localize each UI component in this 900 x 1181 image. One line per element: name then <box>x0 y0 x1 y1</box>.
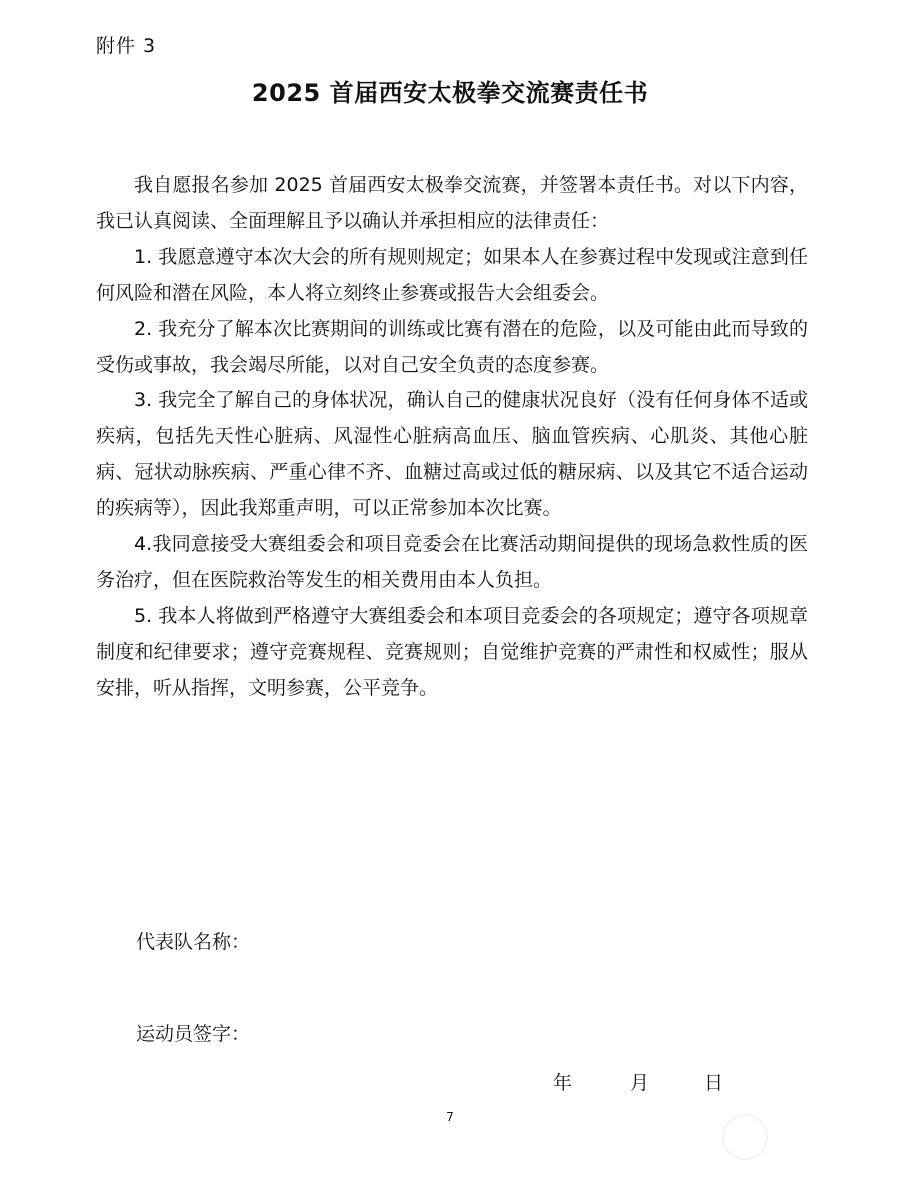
clause-1: 1. 我愿意遵守本次大会的所有规则规定；如果本人在参赛过程中发现或注意到任何风险和潜在风险，本人将立刻终止参赛或报告大会组委会。 <box>96 245 808 304</box>
date-day-label: 日 <box>704 1072 724 1094</box>
document-body <box>96 168 808 707</box>
clause-2: 2. 我充分了解本次比赛期间的训练或比赛有潜在的危险，以及可能由此而导致的受伤或事故，我会竭尽所能，以对自己安全负责的态度参赛。 <box>96 317 808 376</box>
intro-paragraph: 我自愿报名参加 2025 首届西安太极拳交流赛，并签署本责任书。对以下内容，我已认真阅读、全面理解且予以确认并承担相应的法律责任： <box>96 174 808 232</box>
date-month-label: 月 <box>630 1072 650 1094</box>
athlete-signature-label: 运动员签字： <box>136 1023 251 1045</box>
clause-3: 3. 我完全了解自己的身体状况，确认自己的健康状况良好（没有任何身体不适或疾病，包括先天性心脏病、风湿性心脏病高血压、脑血管疾病、心肌炎、其他心脏病、冠状动脉疾病、严重心律不齐、血糖过高或过低的糖尿病、以及其它不适合运动的疾病等），因此我郑重声明，可以正常参加本次比赛。 <box>96 389 808 520</box>
page-number: 7 <box>446 1110 454 1124</box>
clause-5: 5. 我本人将做到严格遵守大赛组委会和本项目竞委会的各项规定；遵守各项规章制度和纪律要求；遵守竞赛规程、竞赛规则；自觉维护竞赛的严肃性和权威性；服从安排，听从指挥，文明参赛，公平竞争。 <box>96 604 808 699</box>
team-name-label: 代表队名称： <box>136 931 251 953</box>
document-title: 2025 首届西安太极拳交流赛责任书 <box>251 79 649 107</box>
attachment-label: 附件 3 <box>96 35 157 57</box>
clause-4: 4.我同意接受大赛组委会和项目竞委会在比赛活动期间提供的现场急救性质的医务治疗，但在医院救治等发生的相关费用由本人负担。 <box>96 533 808 591</box>
watermark-seal-icon <box>722 1114 768 1160</box>
date-year-label: 年 <box>553 1072 573 1094</box>
